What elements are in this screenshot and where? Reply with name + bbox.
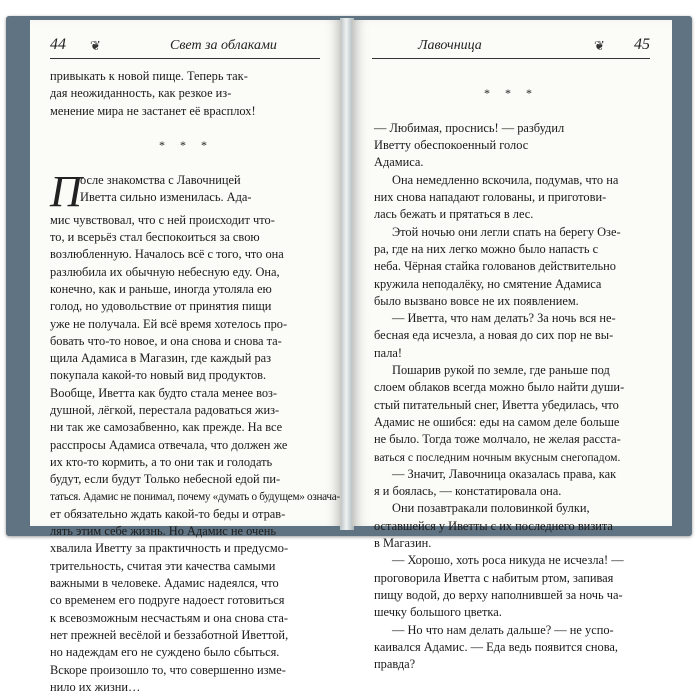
- leaf-ornament-icon: ❦: [90, 38, 101, 53]
- text-line: Адамиса.: [374, 155, 424, 170]
- text-line: нет прежней весёлой и беззаботной Иветтой,: [50, 627, 289, 642]
- text-line: голод, но удовольствие от принятия пищи: [50, 299, 272, 314]
- text-line: к всевозможным несчастьям и она снова ста-: [50, 610, 288, 625]
- right-running-title: Лавочница: [418, 38, 482, 53]
- section-break: * * *: [159, 138, 213, 153]
- text-line: то, и всерьёз стал беспокоиться за свою: [50, 230, 260, 245]
- text-line: ет обязательно ждать какой-то беды и отрав-: [50, 506, 286, 521]
- text-line: оставшейся у Иветты с их последнего визита: [374, 518, 613, 533]
- text-line: уже не получала. Ей всё время хотелось про-: [50, 316, 288, 331]
- text-line: осле знакомства с Лавочницей: [80, 172, 241, 187]
- blank-line: [50, 120, 322, 137]
- text-line: таться. Адамис не понимал, почему «думать о будущем» означа-: [50, 490, 340, 503]
- text-line: шечку большого цветка.: [374, 605, 502, 620]
- text-line: расспросы Адамиса отвечала, что должен же: [50, 437, 288, 452]
- text-line: со временем его подруге надоест готовиться: [50, 593, 285, 608]
- text-line: было вызвано вовсе не их появлением.: [374, 293, 579, 308]
- text-line: пала!: [374, 345, 403, 360]
- text-line: — Хорошо, хоть роса никуда не исчезла! —: [392, 553, 624, 568]
- text-line: — Но что нам делать дальше? — не успо-: [392, 622, 614, 637]
- text-line: Пошарив рукой по земле, где раньше под: [392, 363, 610, 378]
- text-line: покупала какой-то новый вид продуктов.: [50, 368, 267, 383]
- left-page-header: [50, 36, 320, 59]
- text-line: ни так же самозабвенно, как прежде. На все: [50, 420, 283, 435]
- left-page-text: [50, 68, 340, 696]
- text-line: неба. Чёрная стайка голованов действительно: [374, 259, 616, 274]
- text-line: я и боялась, — констатировала она.: [374, 484, 562, 499]
- text-line: Этой ночью они легли спать на берегу Озе-: [392, 224, 621, 239]
- right-page-header: [372, 36, 650, 59]
- text-line: Иветту обеспокоенный голос: [374, 138, 529, 153]
- text-line: — Значит, Лавочница оказалась права, как: [392, 466, 617, 481]
- text-line: правда?: [374, 657, 416, 672]
- right-page-text: [374, 68, 648, 673]
- text-line: привыкать к новой пище. Теперь так-: [50, 69, 248, 83]
- text-line: них снова нападают голованы, и приготови-: [374, 190, 607, 205]
- text-line: мис чувствовал, что с ней происходит что-: [50, 212, 275, 227]
- text-line: трительность, считая эти качества самыми: [50, 558, 276, 573]
- text-line: бесная еда исчезла, а новая до сих пор не вы-: [374, 328, 614, 343]
- text-line: Она немедленно вскочила, подумав, что на: [392, 172, 619, 187]
- text-line: не было. Тогда тоже молчало, не желая расста-: [374, 432, 621, 447]
- text-line: возлюбленную. Началось всё с того, что она: [50, 247, 284, 262]
- text-line: их кто-то кормить, а то они так и голодать: [50, 454, 273, 469]
- text-line: лась бежать и прятаться в лес.: [374, 207, 534, 222]
- blank-line: [374, 68, 648, 85]
- section-break: * * *: [484, 86, 538, 101]
- leaf-ornament-icon: ❦: [594, 38, 605, 53]
- text-line: пищу водой, до верху наполнившей за ночь ча-: [374, 587, 623, 602]
- left-running-title: Свет за облаками: [170, 38, 277, 53]
- text-line: разлюбила их обычную небесную еду. Она,: [50, 264, 280, 279]
- paragraph-start: [50, 166, 322, 216]
- text-line: ра, где на них легко можно было напасть с: [374, 241, 599, 256]
- text-line: в Магазин.: [374, 536, 432, 551]
- text-line: кружила неподалёку, но смятение Адамиса: [374, 276, 602, 291]
- text-line: бовать что-то новое, и она снова и снова та-: [50, 333, 282, 348]
- drop-cap: П: [50, 166, 82, 216]
- text-line: менение мира не застанет её врасплох!: [50, 103, 256, 118]
- text-line: но надеждам его не суждено было сбыться.: [50, 645, 280, 660]
- text-line: Иветта сильно изменилась. Ада-: [80, 190, 252, 205]
- text-line: — Любимая, проснись! — разбудил: [374, 120, 565, 135]
- text-line: ваться с последним ночным вкусным снегопадом.: [374, 450, 621, 464]
- text-line: Вообще, Иветта как будто стала менее воз-: [50, 385, 278, 400]
- blank-line: [50, 154, 322, 171]
- blank-line: [374, 103, 648, 120]
- text-line: щила Адамиса в Магазин, где каждый раз: [50, 351, 272, 366]
- text-line: Адамис не ошибся: еды на самом деле больше: [374, 414, 620, 429]
- text-line: конечно, как и раньше, иногда утоляла ею: [50, 281, 272, 296]
- text-line: слоем облаков всегда можно было найти души-: [374, 380, 625, 395]
- text-line: душной, лёгкой, перестала радоваться жиз-: [50, 403, 280, 418]
- text-line: хвалила Иветту за практичность и предусмо-: [50, 541, 289, 556]
- text-line: каивался Адамис. — Еда ведь появится снова,: [374, 639, 619, 654]
- text-line: нило их жизни…: [50, 679, 141, 694]
- text-line: — Иветта, что нам делать? За ночь вся не-: [392, 311, 616, 326]
- text-line: важными в человеке. Адамис надеялся, что: [50, 576, 279, 591]
- text-line: Вскоре произошло то, что совершенно изме-: [50, 662, 286, 677]
- right-page-number: 45: [634, 36, 650, 53]
- text-line: будут, если будут Только небесной едой пи-: [50, 472, 281, 487]
- text-line: Они позавтракали половинкой булки,: [392, 501, 590, 516]
- text-line: дая неожиданность, как резкое из-: [50, 86, 232, 101]
- text-line: стый питательный снег, Иветта убедилась, что: [374, 397, 619, 412]
- text-line: проговорила Иветта с набитым ртом, запивая: [374, 570, 614, 585]
- left-page-number: 44: [50, 36, 66, 53]
- text-line: лять этим себе жизнь. Но Адамис не очень: [50, 524, 276, 539]
